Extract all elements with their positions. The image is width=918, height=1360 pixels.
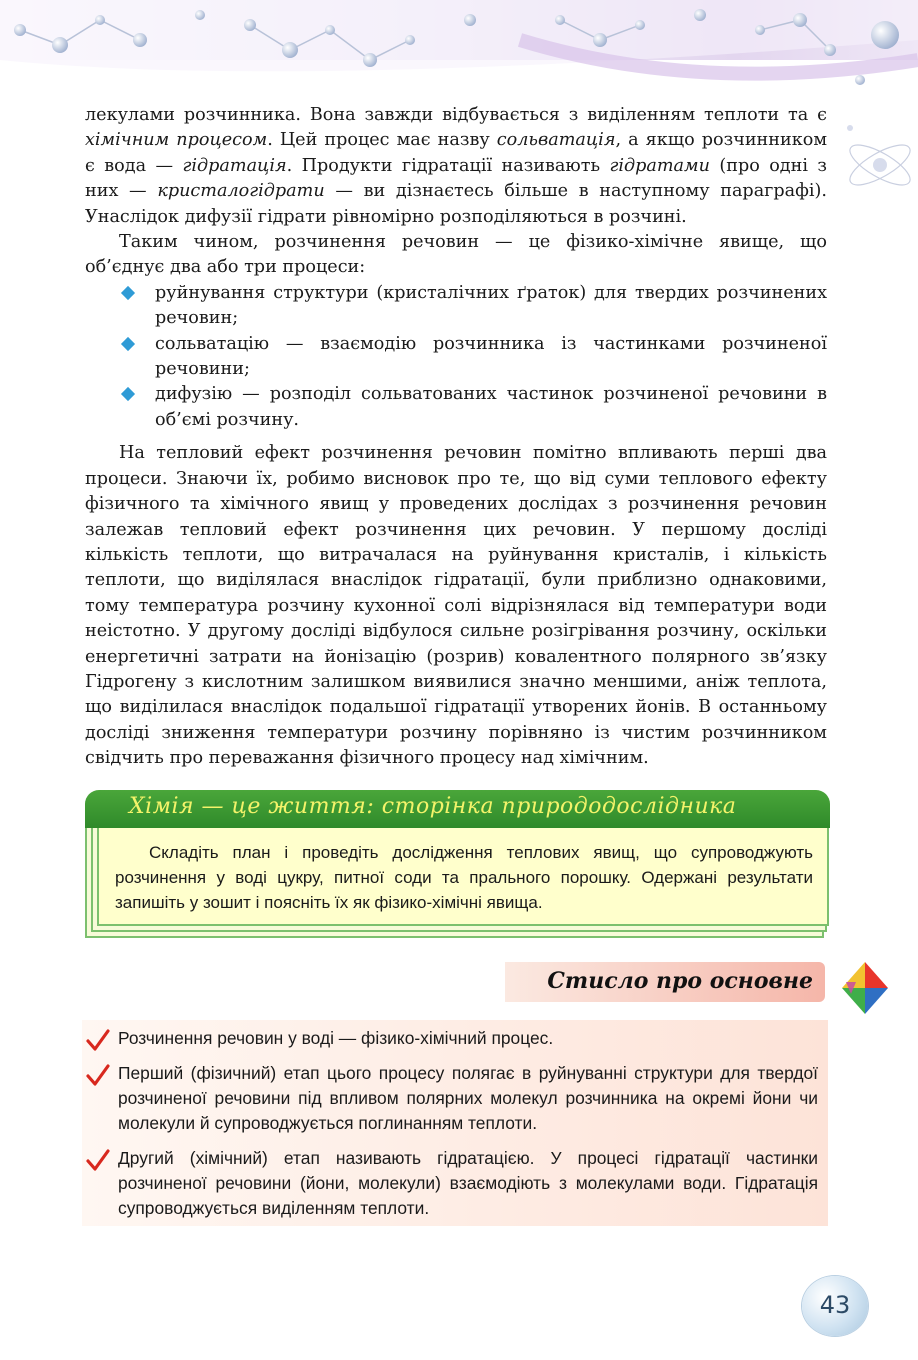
list-item: дифузію — розподіл сольватованих частинок розчиненої речовини в об’ємі розчину. bbox=[123, 382, 827, 433]
list-item: руйнування структури (кристалічних ґраток) для твердих розчинених речовин; bbox=[123, 281, 827, 332]
atom-decoration-icon bbox=[840, 110, 918, 220]
checkmark-icon bbox=[86, 1149, 110, 1171]
checkmark-icon bbox=[86, 1029, 110, 1051]
nature-researcher-box bbox=[85, 790, 830, 940]
box-banner bbox=[85, 790, 830, 828]
box-text: Складіть план і проведіть дослідження теплових явищ, що супроводжують розчинення у воді цукру, питної соди та прального порошку. Одержані результати запишіть у зошит і поясніть їх як фізико-хімічні явища. bbox=[115, 843, 813, 912]
list-item: Розчинення речовин у воді — фізико-хімічний процес. bbox=[86, 1026, 818, 1051]
summary-header bbox=[505, 962, 825, 1002]
page-number: 43 bbox=[819, 1291, 851, 1319]
box-title: Хімія — це життя: сторінка природодослідника bbox=[129, 794, 737, 819]
summary-title: Стисло про основне bbox=[547, 968, 813, 994]
header-decoration bbox=[0, 0, 918, 110]
diamond-bullet-icon bbox=[121, 337, 135, 351]
list-item: Перший (фізичний) етап цього процесу полягає в руйнуванні структури для твердої розчиненої речовини під впливом полярних молекул розчинника на окремі йони чи молекули й супроводжується поглинанням теплоти. bbox=[86, 1061, 818, 1136]
list-item: сольватацію — взаємодію розчинника із частинками розчиненої речовини; bbox=[123, 332, 827, 383]
main-text bbox=[85, 103, 827, 772]
list-item: Другий (хімічний) етап називають гідратацією. У процесі гідратації частинки розчиненої речовини (йони, молекули) взаємодіють з молекулами води. Гідратація супроводжується виділенням теплоти. bbox=[86, 1146, 818, 1221]
colored-diamond-icon bbox=[836, 960, 894, 1016]
checkmark-icon bbox=[86, 1064, 110, 1086]
summary-list bbox=[86, 1026, 818, 1231]
diamond-bullet-icon bbox=[121, 286, 135, 300]
process-list bbox=[85, 281, 827, 433]
paragraph-thermal-effect: На тепловий ефект розчинення речовин помітно впливають перші два процеси. Знаючи їх, робимо висновок про те, що від суми теплового ефекту фізичного та хімічного явищ у проведених дослідах з розчинення речовин залежав тепловий ефект розчинення цих речовин. У першому досліді кількість теплоти, що витрачалася на руйнування кристалів, і кількість теплоти, що виділялася внаслідок гідратації, були приблизно однаковими, тому температура розчину кухонної солі відрізнялася від температури води неістотно. У другому досліді відбулося сильне розігрівання розчину, оскільки енергетичні затрати на йонізацію (розрив) ковалентного полярного зв’язку Гідрогену з кислотним залишком виявилися значно меншими, аніж теплота, що виділилася внаслідок подальшої гідратації утворених йонів. В останньому досліді зниження температури розчину порівняно із чистим розчинником свідчить про переважання фізичного процесу над хімічним. bbox=[85, 443, 827, 769]
paragraph-dissolution-definition: Таким чином, розчинення речовин — це фізико-хімічне явище, що об’єднує два або три процеси: bbox=[85, 232, 827, 278]
diamond-bullet-icon bbox=[121, 387, 135, 401]
page-number-badge bbox=[802, 1276, 868, 1336]
paragraph-solvation: лекулами розчинника. Вона завжди відбувається з виділенням теплоти та є хімічним процесом. Цей процес має назву сольватація, а якщо розчинником є вода — гідратація. Продукти гідратації називають гідратами (про одні з них — кристалогідрати — ви дізнаєтесь більше в наступному параграфі). Унаслідок дифузії гідрати рівномірно розподіляються в розчині. bbox=[85, 105, 828, 227]
molecule-decoration-icon bbox=[0, 0, 918, 110]
